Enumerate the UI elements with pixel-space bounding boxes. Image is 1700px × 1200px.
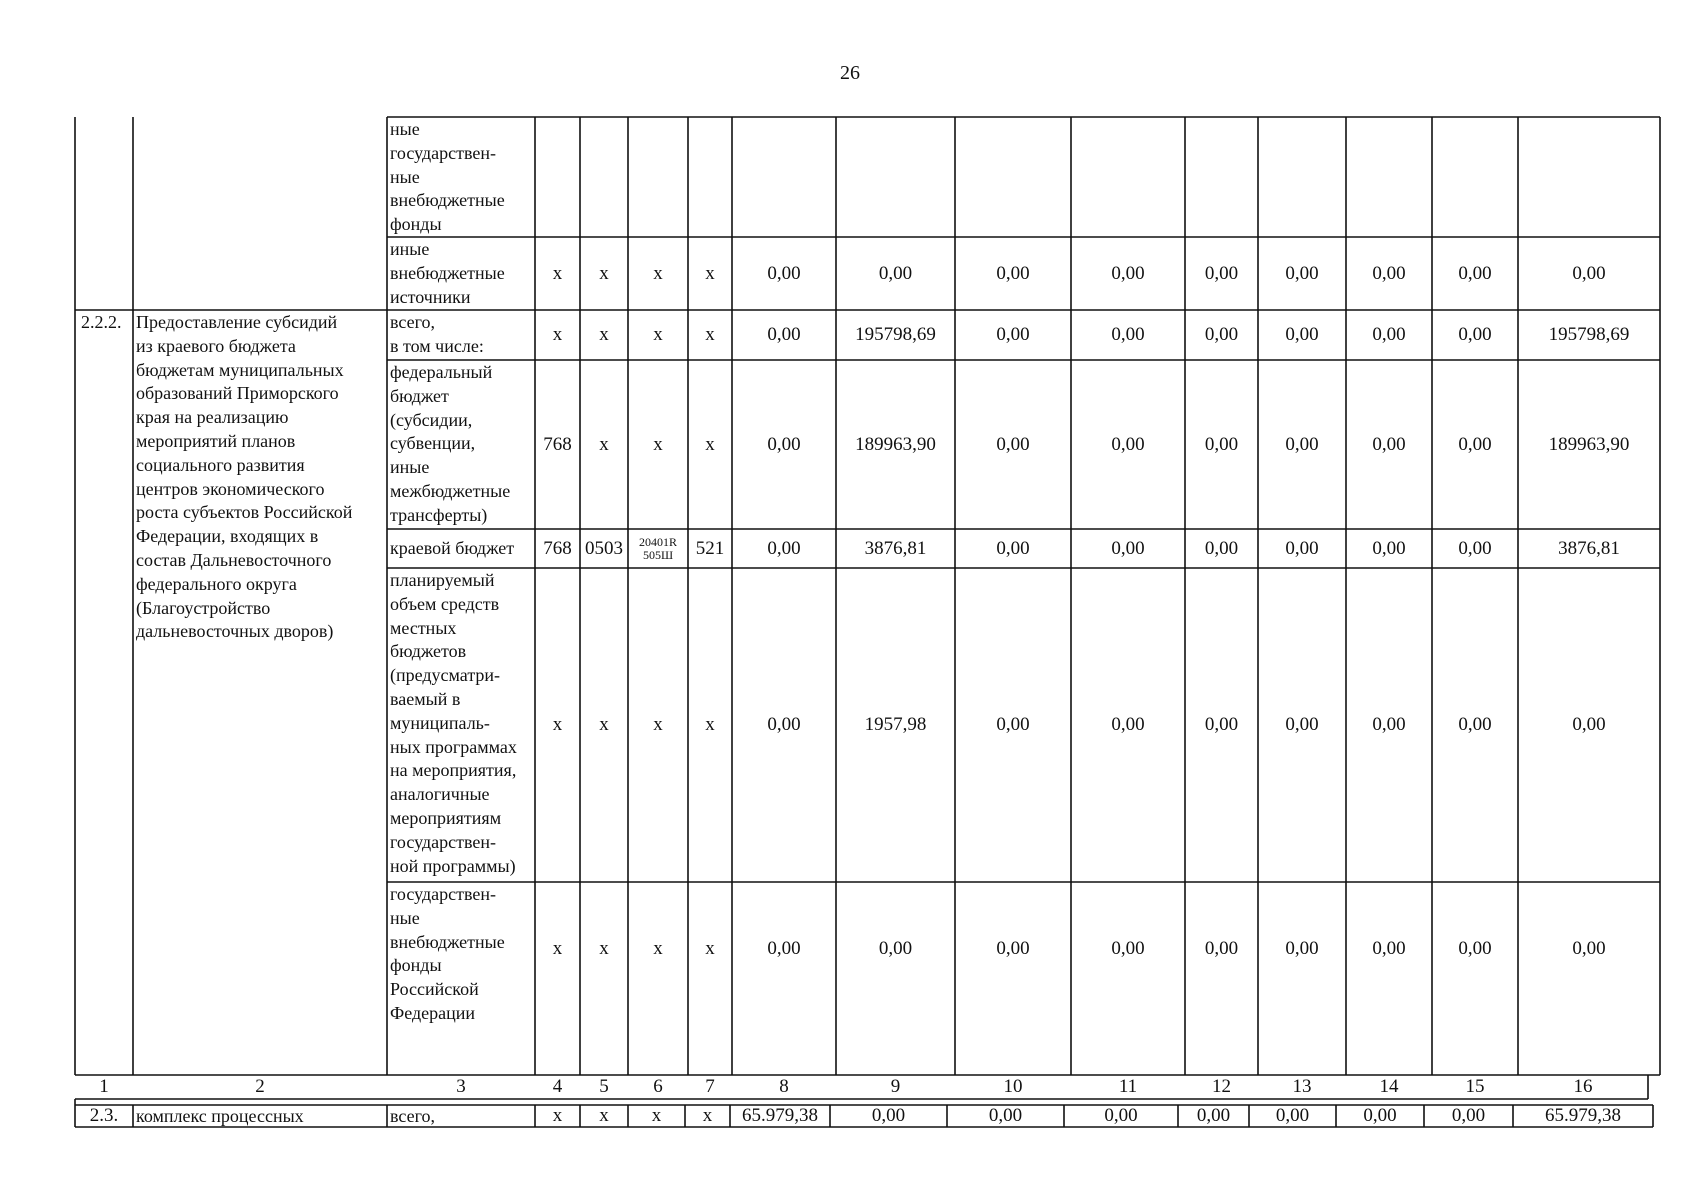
value-cell: 0,00: [1111, 937, 1145, 959]
value-cell: 0,00: [1204, 433, 1239, 455]
value-cell: 0,00: [988, 1105, 1023, 1126]
value-cell: 0,00: [1372, 262, 1406, 284]
code-cell: x: [705, 324, 715, 345]
value-cell: 0,00: [1285, 537, 1319, 559]
value-cell: 195798,69: [855, 324, 936, 345]
value-cell: 0,00: [1111, 324, 1145, 345]
value-cell: 0,00: [1196, 1105, 1231, 1126]
code-cell: x: [651, 1105, 662, 1126]
value-cell: 195798,69: [1548, 324, 1630, 345]
code-cell: x: [653, 433, 663, 455]
source-local: планируемый объем средств местных бюджетов (предусматри- ваемый в муниципаль- ных программах на мероприятия, аналогичные мероприятиям государствен- ной программы): [390, 570, 517, 876]
column-number: 3: [456, 1076, 466, 1097]
value-cell: 0,00: [1104, 1105, 1138, 1126]
value-cell: 1957,98: [864, 714, 927, 735]
value-cell: 0,00: [871, 1105, 906, 1126]
item-name: Предоставление субсидий из краевого бюджета бюджетам муниципальных образований Приморского края на реализацию мероприятий планов социального развития центров экономического роста субъектов Российской Федерации, входящих в состав Дальневосточного федерального округа (Благоустройство дальневосточных дворов): [136, 312, 353, 642]
code-cell: x: [552, 262, 563, 284]
value-cell: 189963,90: [1548, 433, 1630, 455]
code-cell: x: [552, 324, 563, 345]
code-cell: x: [653, 937, 663, 959]
column-number: 4: [552, 1076, 563, 1097]
value-cell: 0,00: [767, 324, 801, 345]
code-cell: 768: [543, 433, 572, 455]
code-cell: x: [552, 1105, 563, 1126]
column-number: 9: [890, 1076, 901, 1097]
source-state-funds: государствен- ные внебюджетные фонды Российской Федерации: [390, 884, 505, 1023]
value-cell: 0,00: [996, 324, 1030, 345]
value-cell: 0,00: [1204, 937, 1239, 959]
code-cell: 521: [695, 537, 725, 559]
source-other: иные внебюджетные источники: [390, 239, 505, 307]
code-cell: x: [705, 262, 715, 284]
column-number: 2: [255, 1076, 265, 1097]
code-cell: x: [552, 714, 563, 735]
value-cell: 0,00: [1285, 324, 1319, 345]
value-cell: 0,00: [1204, 537, 1239, 559]
code-cell: x: [653, 262, 663, 284]
value-cell: 0,00: [1285, 714, 1319, 735]
value-cell: 0,00: [1204, 324, 1239, 345]
code-cell: x: [705, 433, 715, 455]
column-number: 10: [1003, 1076, 1023, 1097]
value-cell: 0,00: [996, 537, 1030, 559]
value-cell: 0,00: [1363, 1105, 1397, 1126]
value-cell: 0,00: [1458, 324, 1492, 345]
value-cell: 0,00: [767, 537, 801, 559]
item-number: 2.2.2.: [81, 312, 122, 332]
code-cell: x: [552, 937, 563, 959]
column-number: 16: [1573, 1076, 1593, 1097]
value-cell: 0,00: [878, 262, 913, 284]
column-number: 6: [653, 1076, 663, 1097]
value-cell: 0,00: [767, 714, 801, 735]
value-cell: 0,00: [1372, 714, 1406, 735]
column-number: 15: [1465, 1076, 1485, 1097]
item-number: 2.3.: [89, 1105, 119, 1126]
column-number: 7: [705, 1076, 715, 1097]
value-cell: 189963,90: [855, 433, 936, 455]
column-number: 5: [599, 1076, 609, 1097]
column-number: 1: [99, 1076, 109, 1097]
value-cell: 0,00: [1372, 537, 1406, 559]
code-cell: 0503: [585, 537, 623, 559]
value-cell: 3876,81: [864, 537, 927, 559]
code-cell: x: [653, 324, 663, 345]
code-cell: x: [599, 714, 609, 735]
value-cell: 0,00: [1275, 1105, 1310, 1126]
column-number: 11: [1118, 1076, 1138, 1097]
value-cell: 0,00: [1372, 433, 1406, 455]
code-cell: x: [599, 262, 609, 284]
value-cell: 0,00: [767, 433, 801, 455]
page-number: 26: [840, 62, 860, 84]
code-cell: x: [599, 937, 609, 959]
value-cell: 0,00: [1204, 262, 1239, 284]
code-cell: x: [702, 1105, 713, 1126]
code-cell: x: [599, 324, 609, 345]
value-cell: 3876,81: [1558, 537, 1620, 559]
source-total: всего, в том числе:: [390, 312, 484, 356]
column-number: 14: [1379, 1076, 1399, 1097]
value-cell: 0,00: [1111, 714, 1145, 735]
value-cell: 0,00: [767, 937, 801, 959]
value-cell: 0,00: [878, 937, 913, 959]
value-cell: 0,00: [1285, 262, 1319, 284]
value-cell: 0,00: [1458, 433, 1492, 455]
source-regional: краевой бюджет: [390, 538, 515, 559]
column-number: 13: [1292, 1076, 1312, 1097]
code-cell: x: [599, 433, 609, 455]
value-cell: 0,00: [1111, 262, 1145, 284]
column-number: 12: [1212, 1076, 1231, 1097]
value-cell: 0,00: [1372, 937, 1406, 959]
value-cell: 0,00: [767, 262, 801, 284]
value-cell: 0,00: [1458, 262, 1492, 284]
value-cell: 0,00: [1285, 433, 1319, 455]
value-cell: 0,00: [1451, 1105, 1486, 1126]
value-cell: 0,00: [996, 433, 1030, 455]
value-cell: 0,00: [1458, 937, 1492, 959]
value-cell: 0,00: [1458, 714, 1492, 735]
value-cell: 0,00: [1204, 714, 1239, 735]
item-name: комплекс процессных: [136, 1106, 304, 1126]
value-cell: 65.979,38: [742, 1105, 818, 1126]
value-cell: 0,00: [1572, 937, 1606, 959]
value-cell: 65.979,38: [1545, 1105, 1621, 1126]
value-cell: 0,00: [1111, 433, 1145, 455]
column-number: 8: [779, 1076, 789, 1097]
source-top-funds: ные государствен- ные внебюджетные фонды: [390, 119, 505, 235]
value-cell: 0,00: [996, 937, 1030, 959]
code-cell: x: [653, 714, 663, 735]
code-cell: x: [705, 937, 715, 959]
value-cell: 0,00: [1372, 324, 1406, 345]
value-cell: 0,00: [996, 262, 1030, 284]
source-federal: федеральный бюджет (субсидии, субвенции, иные межбюджетные трансферты): [390, 362, 511, 525]
value-cell: 0,00: [996, 714, 1030, 735]
code-cell: x: [705, 714, 715, 735]
value-cell: 0,00: [1572, 714, 1606, 735]
source-total: всего,: [390, 1106, 436, 1126]
value-cell: 0,00: [1111, 537, 1145, 559]
code-cell: x: [599, 1105, 609, 1126]
value-cell: 0,00: [1572, 262, 1606, 284]
code-cell: 20401R 505Ш: [638, 534, 677, 562]
code-cell: 768: [543, 537, 572, 559]
value-cell: 0,00: [1285, 937, 1319, 959]
value-cell: 0,00: [1458, 537, 1492, 559]
